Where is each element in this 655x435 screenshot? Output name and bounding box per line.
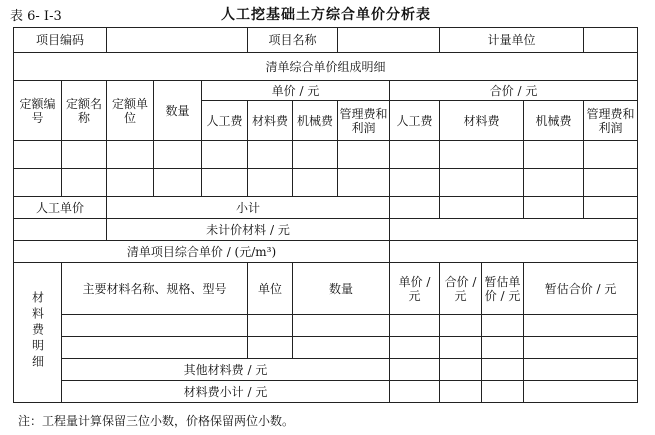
quota-no-header: 定额编号 bbox=[14, 81, 62, 141]
cell[interactable] bbox=[248, 169, 293, 197]
project-code-label: 项目编码 bbox=[14, 28, 107, 53]
main-material-header: 主要材料名称、规格、型号 bbox=[62, 263, 248, 315]
material-detail-side-label bbox=[14, 263, 62, 403]
total-mgmt-header: 管理费和利润 bbox=[584, 101, 638, 141]
cell[interactable] bbox=[338, 141, 390, 169]
unit-label: 计量单位 bbox=[440, 28, 584, 53]
section-title: 清单综合单价组成明细 bbox=[14, 53, 638, 81]
cell[interactable] bbox=[524, 381, 638, 403]
cell[interactable] bbox=[338, 169, 390, 197]
est-total-price-header: 暂估合价 / 元 bbox=[524, 263, 638, 315]
cell[interactable] bbox=[390, 381, 440, 403]
cell[interactable] bbox=[584, 169, 638, 197]
cell[interactable] bbox=[390, 141, 440, 169]
cell[interactable] bbox=[62, 141, 107, 169]
total-price-header: 合价 / 元 bbox=[390, 81, 638, 101]
quota-unit-header: 定额单位 bbox=[107, 81, 154, 141]
cell[interactable] bbox=[440, 359, 482, 381]
cell[interactable] bbox=[390, 337, 440, 359]
cell[interactable] bbox=[584, 197, 638, 219]
cell[interactable] bbox=[524, 141, 584, 169]
material-unit-price-header: 单价 / 元 bbox=[390, 263, 440, 315]
cell[interactable] bbox=[202, 141, 248, 169]
cell[interactable] bbox=[524, 197, 584, 219]
cell[interactable] bbox=[440, 337, 482, 359]
cell[interactable] bbox=[248, 315, 293, 337]
project-name-label: 项目名称 bbox=[248, 28, 338, 53]
material-subtotal-row bbox=[14, 381, 638, 403]
cell[interactable] bbox=[390, 359, 440, 381]
project-name-value[interactable] bbox=[338, 28, 440, 53]
unit-machine-header: 机械费 bbox=[293, 101, 338, 141]
unit-mgmt-header: 管理费和利润 bbox=[338, 101, 390, 141]
cell[interactable] bbox=[440, 169, 524, 197]
cell[interactable] bbox=[154, 169, 202, 197]
material-subtotal-label: 材料费小计 / 元 bbox=[62, 381, 390, 403]
cell[interactable] bbox=[14, 169, 62, 197]
cell[interactable] bbox=[248, 337, 293, 359]
cell[interactable] bbox=[390, 219, 638, 241]
cell[interactable] bbox=[62, 337, 248, 359]
header-row-1 bbox=[14, 81, 638, 101]
table-number: 表 6- Ⅰ-3 bbox=[10, 9, 62, 24]
cell[interactable] bbox=[293, 169, 338, 197]
other-material-label: 其他材料费 / 元 bbox=[62, 359, 390, 381]
unit-labor-header: 人工费 bbox=[202, 101, 248, 141]
unit-material-header: 材料费 bbox=[248, 101, 293, 141]
cell[interactable] bbox=[248, 141, 293, 169]
material-header-row bbox=[14, 263, 638, 315]
table-row bbox=[14, 315, 638, 337]
table-row bbox=[14, 141, 638, 169]
total-material-header: 材料费 bbox=[440, 101, 524, 141]
material-unit-header: 单位 bbox=[248, 263, 293, 315]
unpriced-material-label: 未计价材料 / 元 bbox=[107, 219, 390, 241]
cell[interactable] bbox=[62, 169, 107, 197]
cell[interactable] bbox=[440, 315, 482, 337]
cell[interactable] bbox=[14, 141, 62, 169]
material-detail-text: 材料费明细 bbox=[30, 291, 45, 371]
cell[interactable] bbox=[107, 169, 154, 197]
cell[interactable] bbox=[524, 337, 638, 359]
labor-subtotal-row bbox=[14, 197, 638, 219]
cell[interactable] bbox=[524, 315, 638, 337]
material-quantity-header: 数量 bbox=[293, 263, 390, 315]
cell[interactable] bbox=[107, 141, 154, 169]
labor-unit-price-label: 人工单价 bbox=[14, 197, 107, 219]
cell[interactable] bbox=[293, 315, 390, 337]
total-labor-header: 人工费 bbox=[390, 101, 440, 141]
cell[interactable] bbox=[440, 381, 482, 403]
total-machine-header: 机械费 bbox=[524, 101, 584, 141]
unit-value[interactable] bbox=[584, 28, 638, 53]
composite-price-row bbox=[14, 241, 638, 263]
unit-price-header: 单价 / 元 bbox=[202, 81, 390, 101]
section-title-row bbox=[14, 53, 638, 81]
table-row bbox=[14, 337, 638, 359]
cell[interactable] bbox=[293, 337, 390, 359]
cell[interactable] bbox=[482, 337, 524, 359]
cell[interactable] bbox=[482, 359, 524, 381]
cell[interactable] bbox=[524, 169, 584, 197]
table-title: 人工挖基础土方综合单价分析表 bbox=[221, 7, 431, 23]
cell[interactable] bbox=[390, 315, 440, 337]
unit-price-analysis-table bbox=[13, 27, 638, 403]
table-row bbox=[14, 169, 638, 197]
cell[interactable] bbox=[62, 315, 248, 337]
cell[interactable] bbox=[584, 141, 638, 169]
project-code-value[interactable] bbox=[107, 28, 248, 53]
composite-unit-price-value[interactable] bbox=[390, 241, 638, 263]
other-material-row bbox=[14, 359, 638, 381]
cell[interactable] bbox=[154, 141, 202, 169]
cell[interactable] bbox=[14, 219, 107, 241]
info-row bbox=[14, 28, 638, 53]
cell[interactable] bbox=[440, 141, 524, 169]
unpriced-material-row bbox=[14, 219, 638, 241]
cell[interactable] bbox=[482, 315, 524, 337]
cell[interactable] bbox=[293, 141, 338, 169]
subtotal-label: 小计 bbox=[107, 197, 390, 219]
footnote: 注：工程量计算保留三位小数，价格保留两位小数。 bbox=[18, 414, 295, 428]
cell[interactable] bbox=[390, 169, 440, 197]
cell[interactable] bbox=[524, 359, 638, 381]
material-total-price-header: 合价 / 元 bbox=[440, 263, 482, 315]
cell[interactable] bbox=[440, 197, 524, 219]
est-unit-price-header: 暂估单价 / 元 bbox=[482, 263, 524, 315]
cell[interactable] bbox=[202, 169, 248, 197]
cell[interactable] bbox=[390, 197, 440, 219]
composite-unit-price-label: 清单项目综合单价 / (元/m³) bbox=[14, 241, 390, 263]
document-header bbox=[6, 2, 646, 26]
cell[interactable] bbox=[482, 381, 524, 403]
quantity-header: 数量 bbox=[154, 81, 202, 141]
quota-name-header: 定额名称 bbox=[62, 81, 107, 141]
